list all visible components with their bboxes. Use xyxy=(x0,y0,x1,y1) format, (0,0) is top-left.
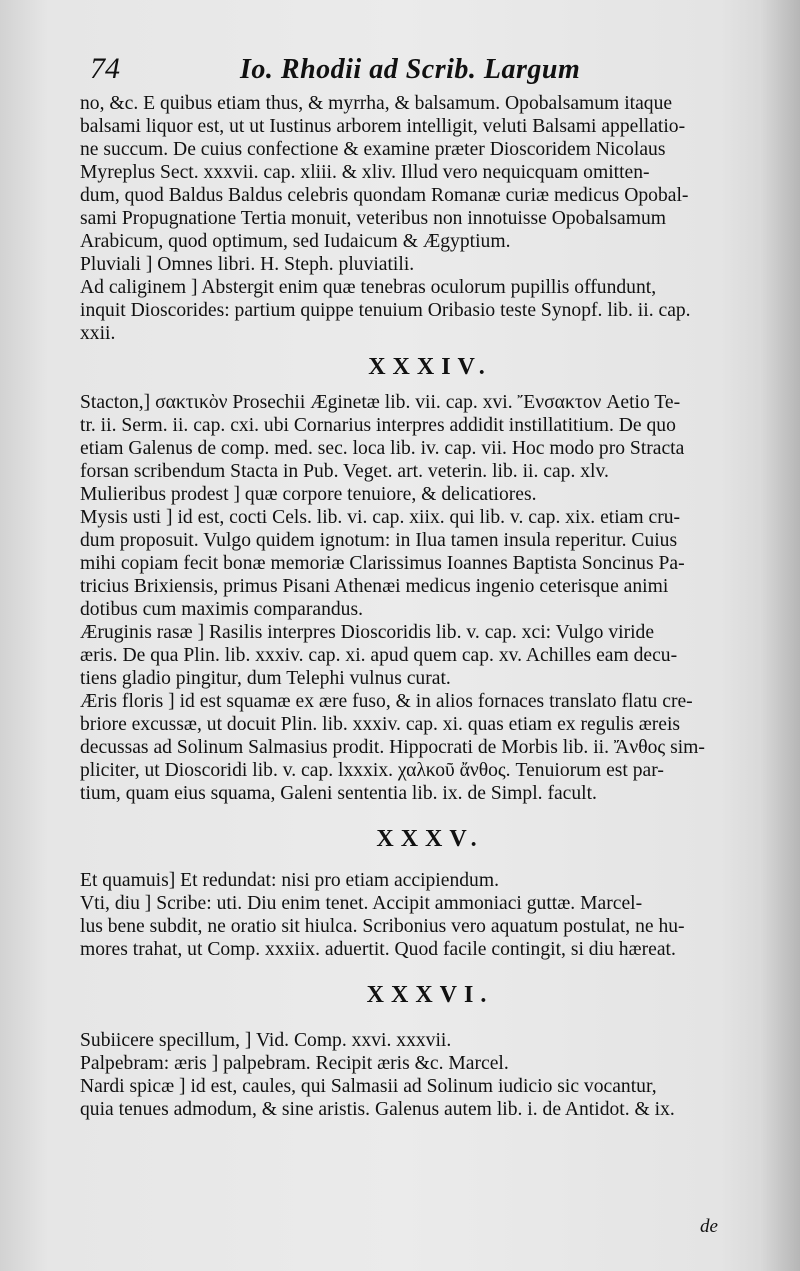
text-line: inquit Dioscorides: partium quippe tenuium Oribasio teste Synopf. lib. ii. cap. xyxy=(80,300,691,321)
text-line: quia tenues admodum, & sine aristis. Galenus autem lib. i. de Antidot. & ix. xyxy=(80,1099,675,1120)
page-number: 74 xyxy=(90,52,120,85)
text-line: Palpebram: æris ] palpebram. Recipit æris &c. Marcel. xyxy=(80,1053,509,1074)
text-line: Æris floris ] id est squamæ ex ære fuso, & in alios fornaces translato flatu cre- xyxy=(80,691,693,712)
text-line: dum proposuit. Vulgo quidem ignotum: in Ilua tamen insula reperitur. Cuius xyxy=(80,530,678,551)
text-line: dotibus cum maximis comparandus. xyxy=(80,599,363,620)
text-line: Mulieribus prodest ] quæ corpore tenuiore, & delicatiores. xyxy=(80,484,537,505)
text-line: tr. ii. Serm. ii. cap. cxi. ubi Cornarius interpres addidit instillatitium. De quo xyxy=(80,415,676,436)
text-line: Stacton,] σακτικὸν Prosechii Æginetæ lib. vii. cap. xvi. Ἔνσακτον Aetio Te- xyxy=(80,392,681,413)
text-line: lus bene subdit, ne oratio sit hiulca. Scribonius vero aquatum postulat, ne hu- xyxy=(80,916,685,937)
catchword: de xyxy=(700,1216,718,1237)
text-line: Pluviali ] Omnes libri. H. Steph. pluviatili. xyxy=(80,254,415,275)
text-line: Ad caliginem ] Abstergit enim quæ tenebras oculorum pupillis offundunt, xyxy=(80,277,657,298)
section-heading-xxxv: XXXV. xyxy=(376,826,484,852)
text-line: sami Propugnatione Tertia monuit, veteribus non innotuisse Opobalsamum xyxy=(80,208,667,229)
text-line: Subiicere specillum, ] Vid. Comp. xxvi. xxxvii. xyxy=(80,1030,452,1051)
text-line: pliciter, ut Dioscoridi lib. v. cap. lxxxix. χαλκοῦ ἄνθος. Tenuiorum est par- xyxy=(80,760,664,781)
text-line: Vti, diu ] Scribe: uti. Diu enim tenet. Accipit ammoniaci guttæ. Marcel- xyxy=(80,893,643,914)
section-heading-xxxiv: XXXIV. xyxy=(368,354,492,380)
text-line: mores trahat, ut Comp. xxxiix. aduertit. Quod facile contingit, si diu hæreat. xyxy=(80,939,676,960)
text-line: tiens gladio pingitur, dum Telephi vulnus curat. xyxy=(80,668,451,689)
section-block-xxxiv xyxy=(80,391,780,805)
text-line: briore excussæ, ut docuit Plin. lib. xxxiv. cap. xi. quas etiam ex regulis æreis xyxy=(80,714,681,735)
text-line: tium, quam eius squama, Galeni sententia lib. ix. de Simpl. facult. xyxy=(80,783,597,804)
text-line: forsan scribendum Stacta in Pub. Veget. art. veterin. lib. ii. cap. xlv. xyxy=(80,461,609,482)
text-line: Et quamuis] Et redundat: nisi pro etiam accipiendum. xyxy=(80,870,499,891)
text-line: Æruginis rasæ ] Rasilis interpres Dioscoridis lib. v. cap. xci: Vulgo viride xyxy=(80,622,655,643)
text-line: ne succum. De cuius confectione & examine præter Dioscoridem Nicolaus xyxy=(80,139,666,160)
text-line: Myreplus Sect. xxxvii. cap. xliii. & xliv. Illud vero nequicquam omitten- xyxy=(80,162,650,183)
section-block-xxxv xyxy=(80,869,780,961)
text-line: no, &c. E quibus etiam thus, & myrrha, & balsamum. Opobalsamum itaque xyxy=(80,93,673,114)
text-line: Nardi spicæ ] id est, caules, qui Salmasii ad Solinum iudicio sic vocantur, xyxy=(80,1076,657,1097)
text-line: etiam Galenus de comp. med. sec. loca lib. iv. cap. vii. Hoc modo pro Stracta xyxy=(80,438,685,459)
text-line: mihi copiam fecit bonæ memoriæ Clarissimus Ioannes Baptista Soncinus Pa- xyxy=(80,553,685,574)
text-line: dum, quod Baldus Baldus celebris quondam Romanæ curiæ medicus Opobal- xyxy=(80,185,689,206)
text-line: Mysis usti ] id est, cocti Cels. lib. vi. cap. xiix. qui lib. v. cap. xix. etiam cru- xyxy=(80,507,681,528)
section-heading-xxxvi: XXXVI. xyxy=(366,982,494,1008)
text-line: xxii. xyxy=(80,323,116,344)
page-body xyxy=(80,92,780,1121)
text-line: decussas ad Solinum Salmasius prodit. Hippocrati de Morbis lib. ii. Ἄνθος sim- xyxy=(80,737,705,758)
text-line: æris. De qua Plin. lib. xxxiv. cap. xi. apud quem cap. xv. Achilles eam decu- xyxy=(80,645,678,666)
page-header xyxy=(90,52,780,92)
section-block-xxxvi xyxy=(80,1029,780,1121)
running-head: Io. Rhodii ad Scrib. Largum xyxy=(240,54,581,85)
text-line: Arabicum, quod optimum, sed Iudaicum & Ægyptium. xyxy=(80,231,511,252)
text-line: balsami liquor est, ut ut Iustinus arborem intelligit, veluti Balsami appellatio- xyxy=(80,116,686,137)
continuation-block xyxy=(80,92,780,345)
text-line: tricius Brixiensis, primus Pisani Athenæi medicus ingenio ceterisque animi xyxy=(80,576,669,597)
